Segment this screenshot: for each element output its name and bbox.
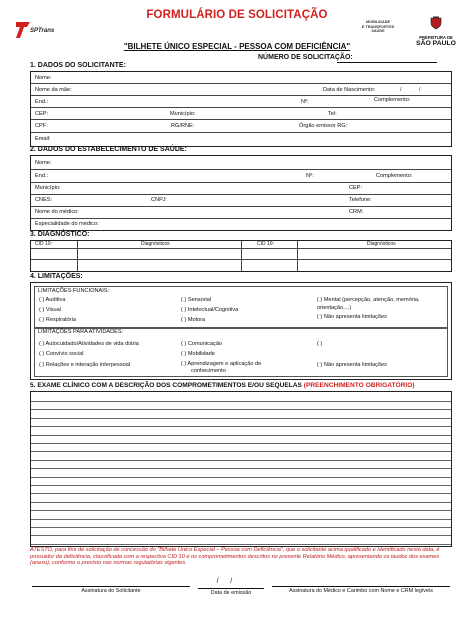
sig-label-solicitante: Assinatura do Solicitante [81,588,141,594]
section5-title-text: 5. EXAME CLÍNICO COM A DESCRIÇÃO DOS COMPROMETIMENTOS E/OU SEQUELAS [30,382,302,389]
diag1-header: Diagnósticos [141,241,170,247]
sig-line-solicitante[interactable] [32,586,190,587]
exam-rule-line [31,519,451,520]
estab-complemento-label: Complemento: [376,173,413,179]
mae-label: Nome da mãe: [35,87,72,93]
check-intelectual[interactable]: ( ) Intelectual/Cognitiva [181,307,239,313]
check-mobilidade[interactable]: ( ) Mobilidade [181,351,215,357]
estab-municipio-label: Município: [35,185,61,191]
check-visual[interactable]: ( ) Visual [39,307,61,313]
check-mental[interactable]: ( ) Mental (percepção, atenção, memória, [317,297,420,303]
cid1-header: CID 10: [35,241,52,247]
check-nao-apresenta-atividades[interactable]: ( ) Não apresenta limitações [317,362,387,368]
exam-rule-line [31,485,451,486]
check-outra[interactable]: ( ) [317,341,323,347]
check-comunicacao[interactable]: ( ) Comunicação [181,341,223,347]
section1-title: 1. DADOS DO SOLICITANTE: [30,62,126,69]
exam-rule-line [31,451,451,452]
check-respiratoria[interactable]: ( ) Respiratória [39,317,76,323]
diag2-header: Diagnósticos [367,241,396,247]
check-auditiva[interactable]: ( ) Auditiva [39,297,66,303]
exam-rule-line [31,468,451,469]
cid2-header: CID 10: [257,241,274,247]
check-motora[interactable]: ( ) Motora [181,317,206,323]
estab-cep-label: CEP: [349,185,363,191]
nome-label: Nome: [35,75,52,81]
municipio-label: Município: [170,111,196,117]
check-aprendizagem[interactable]: ( ) Aprendizagem e aplicação de [181,361,262,367]
form-subtitle: "BILHETE ÚNICO ESPECIAL - PESSOA COM DEFICIÊNCIA" [123,42,351,51]
section4-title: 4. LIMITAÇÕES: [30,273,83,280]
attestation-text: ATESTO, para fins de solicitação de concessão do "Bilhete Único Especial – Pessoa com Deficiência", que o solicitante acima qualificado e identificado nesta data, é possuidor da deficiência, classificada com a respectiva CID 10 e os comprometimentos descritos no presente Relatório Médico, apresentando os laudos dos exames (anexo), conforme o previsto nas normas regulatórias vigentes. [30,547,440,567]
sig-line-medico[interactable] [272,586,450,587]
exame-clinico-box[interactable] [30,391,452,547]
end-label: End.: [35,99,49,105]
coat-of-arms-icon [429,16,443,30]
check-sensorial[interactable]: ( ) Sensorial [181,297,212,303]
funcionais-box [34,286,448,328]
check-nao-apresenta-funcional[interactable]: ( ) Não apresenta limitações [317,314,387,320]
section5-title [30,382,415,389]
numero-solicitacao-label: NÚMERO DE SOLICITAÇÃO: [258,54,353,61]
diagnostico-table [30,240,452,272]
email-label: Email: [35,136,51,142]
estab-numero-label: Nº: [306,173,314,179]
mental-continuation: orientação,...) [317,305,352,311]
exam-rule-line [31,544,451,545]
date-slashes: / / [205,578,233,585]
estab-telefone-label: Telefone: [349,197,372,203]
check-relacoes[interactable]: ( ) Relações e interação interpessoal [39,362,131,368]
atividades-box [34,328,448,377]
section5-required-note: (PREENCHIMENTO OBRIGATÓRIO) [303,382,415,389]
sig-label-data: Data de emissão [210,590,252,596]
tel-label: Tel: [328,111,337,117]
medico-label: Nome do médico: [35,209,79,215]
exam-rule-line [31,418,451,419]
estab-end-label: End.: [35,173,49,179]
exam-rule-line [31,527,451,528]
exam-rule-line [31,493,451,494]
form-title: FORMULÁRIO DE SOLICITAÇÃO [146,9,328,21]
cpf-label: CPF: [35,123,48,129]
exam-rule-line [31,535,451,536]
aprendizagem-continuation: conhecimento [191,368,226,374]
date-slash-2: / [419,87,421,93]
orgao-label: Órgão emissor RG: [299,123,348,129]
exam-rule-line [31,409,451,410]
mobilidade-logo: MOBILIDADE E TRANSPORTES SAÚDE [361,20,395,34]
exam-rule-line [31,443,451,444]
section1-box [30,71,452,147]
exam-rule-line [31,510,451,511]
especialidade-label: Especialidade do médico: [35,221,99,227]
cep-label: CEP: [35,111,49,117]
crm-label: CRM: [349,209,364,215]
section4-box [30,282,452,380]
atividades-title: LIMITAÇÕES PARA ATIVIDADES: [38,329,124,335]
exam-rule-line [31,401,451,402]
rg-label: RG/RNE: [171,123,195,129]
numero-label: Nº: [301,99,309,105]
sig-line-data[interactable] [198,588,264,589]
sptrans-label: SPTrans [30,28,55,34]
check-convivio[interactable]: ( ) Convívio social [39,351,84,357]
estab-nome-label: Nome: [35,160,52,166]
funcionais-title: LIMITAÇÕES FUNCIONAIS: [38,288,110,294]
prefeitura-top: PREFEITURA DE [419,35,453,40]
prefeitura-bottom: SÃO PAULO [416,40,456,47]
cnpj-label: CNPJ: [151,197,168,203]
complemento-label: Complemento: [374,97,411,103]
check-autocuidado[interactable]: ( ) Autocuidado/Atividades de vida diária [39,341,139,347]
section2-title: 2. DADOS DO ESTABELECIMENTO DE SAÚDE: [30,146,187,153]
exam-rule-line [31,477,451,478]
date-slash-1: / [400,87,402,93]
exam-rule-line [31,460,451,461]
exam-rule-line [31,426,451,427]
cnes-label: CNES: [35,197,53,203]
sig-label-medico: Assinatura do Médico e Carimbo com Nome e CRM legíveis [289,588,433,594]
nascimento-label: Data de Nascimento: [323,87,376,93]
section2-box [30,155,452,231]
exam-rule-line [31,502,451,503]
section3-title: 3. DIAGNÓSTICO: [30,231,90,238]
exam-rule-line [31,435,451,436]
numero-solicitacao-field[interactable] [337,62,437,63]
